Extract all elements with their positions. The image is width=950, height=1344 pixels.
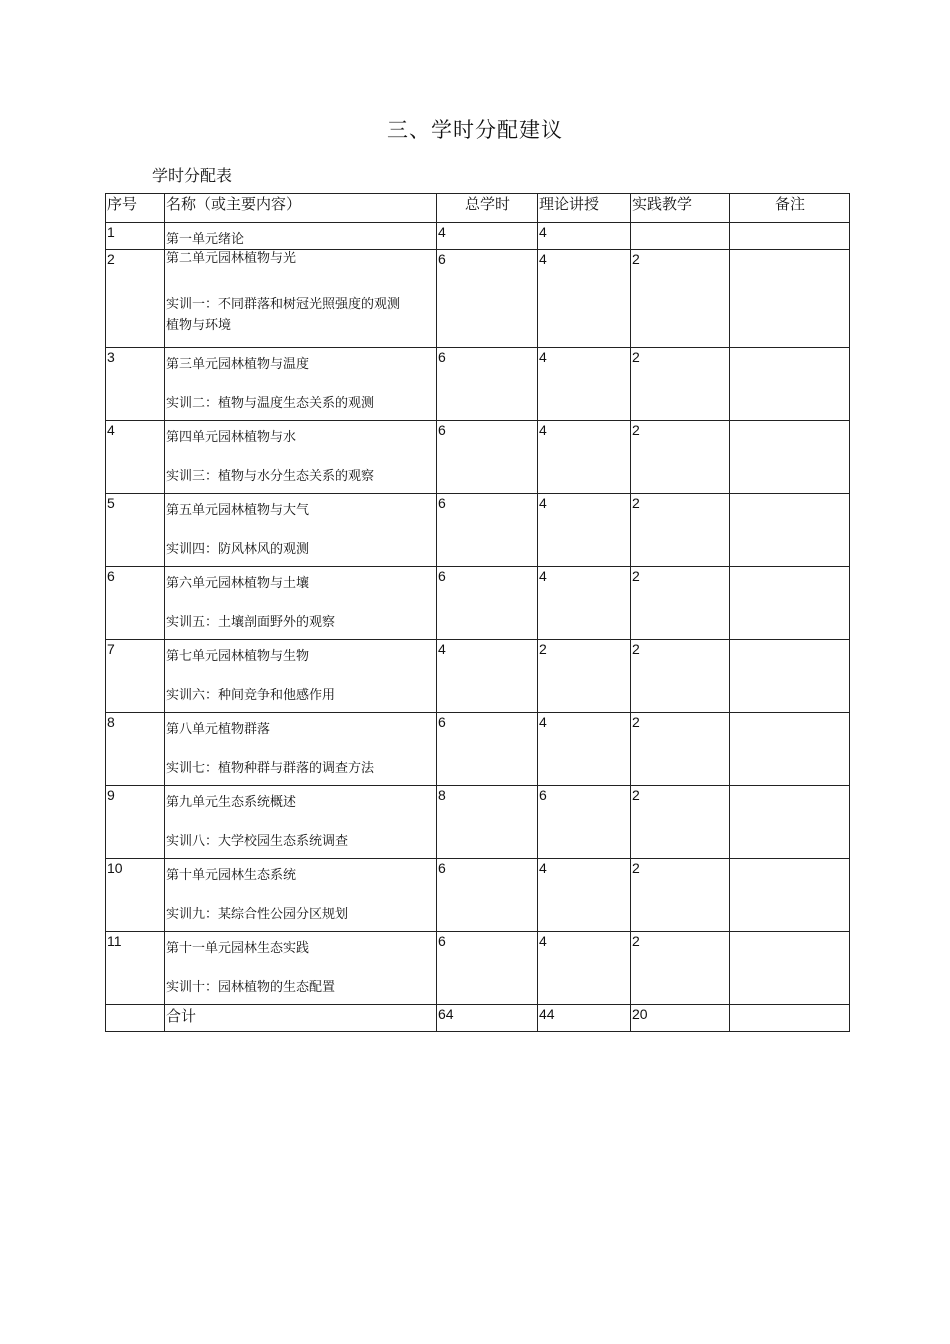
table-header-row (106, 194, 850, 223)
row-theory: 4 (538, 932, 631, 1005)
row-name: 第十单元园林生态系统 实训九：某综合性公园分区规划 (165, 859, 437, 932)
row-practice: 2 (631, 348, 730, 421)
table-row (106, 250, 850, 348)
row-theory: 4 (538, 250, 631, 348)
row-notes (730, 250, 850, 348)
row-total: 8 (437, 786, 538, 859)
row-total: 6 (437, 932, 538, 1005)
row-index: 2 (106, 250, 165, 348)
total-theory: 44 (538, 1005, 631, 1032)
row-notes (730, 223, 850, 250)
row-index: 6 (106, 567, 165, 640)
row-theory: 4 (538, 567, 631, 640)
row-practice: 2 (631, 421, 730, 494)
row-practice: 2 (631, 567, 730, 640)
table-row (106, 494, 850, 567)
row-theory: 4 (538, 421, 631, 494)
total-label: 合计 (165, 1005, 437, 1032)
row-theory: 4 (538, 223, 631, 250)
section-title: 三、学时分配建议 (387, 118, 563, 142)
row-index: 4 (106, 421, 165, 494)
row-total: 6 (437, 250, 538, 348)
header-total: 总学时 (437, 194, 538, 223)
total-row (106, 1005, 850, 1032)
row-theory: 4 (538, 859, 631, 932)
row-theory: 4 (538, 494, 631, 567)
row-practice: 2 (631, 859, 730, 932)
row-index: 9 (106, 786, 165, 859)
row-total: 6 (437, 494, 538, 567)
table-row (106, 786, 850, 859)
row-notes (730, 567, 850, 640)
row-total: 6 (437, 348, 538, 421)
row-total: 6 (437, 713, 538, 786)
header-name: 名称（或主要内容） (165, 194, 437, 223)
row-practice (631, 223, 730, 250)
row-theory: 6 (538, 786, 631, 859)
row-index: 11 (106, 932, 165, 1005)
table-row (106, 932, 850, 1005)
row-practice: 2 (631, 250, 730, 348)
total-hours: 64 (437, 1005, 538, 1032)
row-theory: 2 (538, 640, 631, 713)
row-total: 4 (437, 640, 538, 713)
table-row (106, 640, 850, 713)
row-total: 4 (437, 223, 538, 250)
row-theory: 4 (538, 713, 631, 786)
row-notes (730, 859, 850, 932)
row-name: 第二单元园林植物与光 实训一：不同群落和树冠光照强度的观测 植物与环境 (165, 250, 437, 348)
row-notes (730, 932, 850, 1005)
hours-allocation-table (105, 193, 850, 1032)
row-index: 1 (106, 223, 165, 250)
header-index: 序号 (106, 194, 165, 223)
header-notes: 备注 (730, 194, 850, 223)
row-practice: 2 (631, 932, 730, 1005)
table-row (106, 421, 850, 494)
header-theory: 理论讲授 (538, 194, 631, 223)
table-row (106, 223, 850, 250)
header-practice: 实践教学 (631, 194, 730, 223)
table-row (106, 567, 850, 640)
row-notes (730, 348, 850, 421)
row-index: 8 (106, 713, 165, 786)
table-row (106, 713, 850, 786)
row-index: 5 (106, 494, 165, 567)
total-index (106, 1005, 165, 1032)
row-index: 10 (106, 859, 165, 932)
row-total: 6 (437, 567, 538, 640)
table-caption: 学时分配表 (152, 166, 233, 185)
row-notes (730, 494, 850, 567)
row-practice: 2 (631, 494, 730, 567)
row-notes (730, 786, 850, 859)
row-notes (730, 421, 850, 494)
total-notes (730, 1005, 850, 1032)
row-practice: 2 (631, 713, 730, 786)
row-theory: 4 (538, 348, 631, 421)
table-row (106, 348, 850, 421)
row-name: 第一单元绪论 (165, 223, 437, 250)
row-index: 3 (106, 348, 165, 421)
row-notes (730, 640, 850, 713)
row-practice: 2 (631, 640, 730, 713)
row-name: 第四单元园林植物与水 实训三：植物与水分生态关系的观察 (165, 421, 437, 494)
total-practice: 20 (631, 1005, 730, 1032)
row-name: 第三单元园林植物与温度 实训二：植物与温度生态关系的观测 (165, 348, 437, 421)
row-name: 第八单元植物群落 实训七：植物种群与群落的调查方法 (165, 713, 437, 786)
row-name: 第九单元生态系统概述 实训八：大学校园生态系统调查 (165, 786, 437, 859)
row-name: 第十一单元园林生态实践 实训十：园林植物的生态配置 (165, 932, 437, 1005)
table-row (106, 859, 850, 932)
row-name: 第六单元园林植物与土壤 实训五：土壤剖面野外的观察 (165, 567, 437, 640)
row-total: 6 (437, 859, 538, 932)
row-name: 第七单元园林植物与生物 实训六：种间竞争和他感作用 (165, 640, 437, 713)
row-total: 6 (437, 421, 538, 494)
row-practice: 2 (631, 786, 730, 859)
row-name: 第五单元园林植物与大气 实训四：防风林风的观测 (165, 494, 437, 567)
row-notes (730, 713, 850, 786)
row-index: 7 (106, 640, 165, 713)
